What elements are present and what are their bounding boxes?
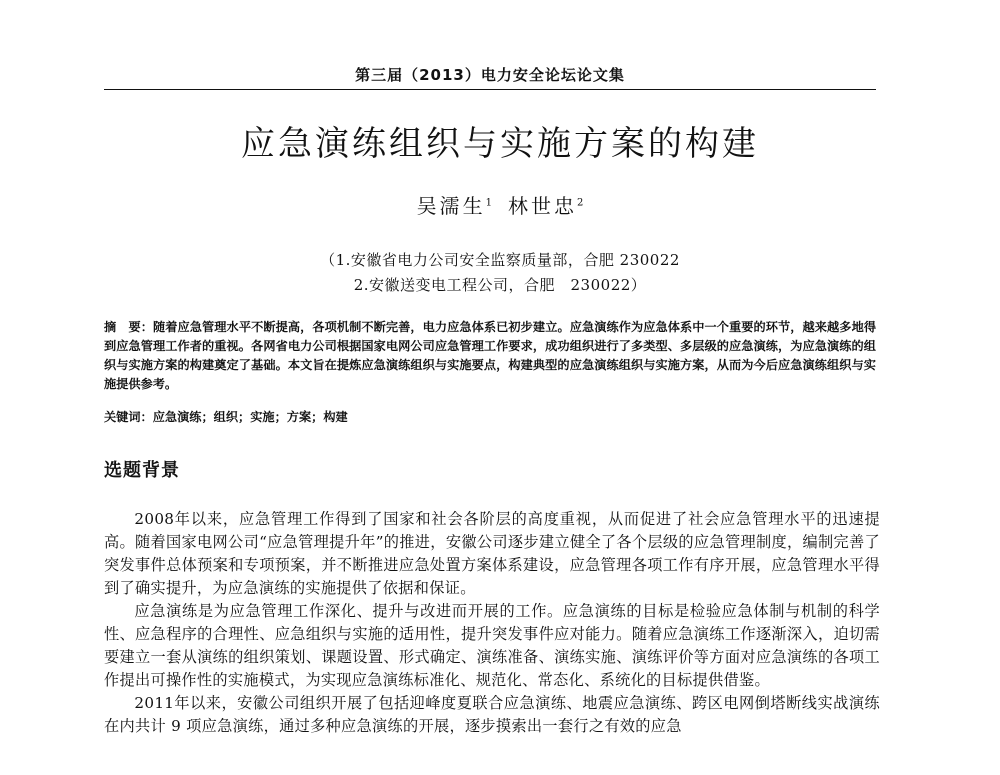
author-2 [508, 194, 583, 218]
section-body [104, 508, 880, 738]
section-heading: 选题背景 [104, 460, 180, 481]
author-1 [417, 194, 492, 218]
abstract-label: 摘 要： [104, 320, 154, 334]
keywords-text: 应急演练；组织；实施；方案；构建 [152, 410, 348, 424]
keywords-label: 关键词： [104, 410, 153, 424]
body-paragraph-1: 2008年以来，应急管理工作得到了国家和社会各阶层的高度重视，从而促进了社会应急管理水平的迅速提高。随着国家电网公司“应急管理提升年”的推进，安徽公司逐步建立健全了各个层级的应急管理制度，编制完善了突发事件总体预案和专项预案，并不断推进应急处置方案体系建设，应急管理各项工作有序开展，应急管理水平得到了确实提升，为应急演练的实施提供了依据和保证。 [104, 510, 880, 597]
author-superscript: 1 [485, 197, 492, 209]
keywords [104, 408, 876, 427]
author-line [0, 190, 1000, 219]
body-paragraph-3: 2011年以来，安徽公司组织开展了包括迎峰度夏联合应急演练、地震应急演练、跨区电网倒塔断线实战演练在内共计 9 项应急演练，通过多种应急演练的开展，逐步摸索出一套行之有效的应急 [104, 694, 880, 735]
header-rule [104, 89, 876, 90]
affiliation-2: 2.安徽送变电工程公司，合肥 230022） [353, 276, 647, 294]
affiliation-1: （1.安徽省电力公司安全监察质量部，合肥 230022 [320, 251, 680, 269]
author-name: 吴濡生 [416, 194, 486, 218]
abstract [104, 318, 876, 394]
author-name: 林世忠 [508, 194, 577, 218]
author-superscript: 2 [577, 197, 584, 209]
body-paragraph-2: 应急演练是为应急管理工作深化、提升与改进而开展的工作。应急演练的目标是检验应急体制与机制的科学性、应急程序的合理性、应急组织与实施的适用性，提升突发事件应对能力。随着应急演练工作逐渐深入，迫切需要建立一套从演练的组织策划、课题设置、形式确定、演练准备、演练实施、演练评价等方面对应急演练的各项工作提出可操作性的实施模式，为实现应急演练标准化、规范化、常态化、系统化的目标提供借鉴。 [104, 602, 880, 689]
paper-title: 应急演练组织与实施方案的构建 [241, 124, 759, 164]
abstract-text: 随着应急管理水平不断提高，各项机制不断完善，电力应急体系已初步建立。应急演练作为应急体系中一个重要的环节，越来越多地得到应急管理工作者的重视。各网省电力公司根据国家电网公司应急管理工作要求，成功组织进行了多类型、多层级的应急演练，为应急演练的组织与实施方案的构建奠定了基础。本文旨在提炼应急演练组织与实施要点，构建典型的应急演练组织与实施方案，从而为今后应急演练组织与实施提供参考。 [104, 320, 877, 391]
running-header: 第三届（2013）电力安全论坛论文集 [355, 66, 625, 84]
